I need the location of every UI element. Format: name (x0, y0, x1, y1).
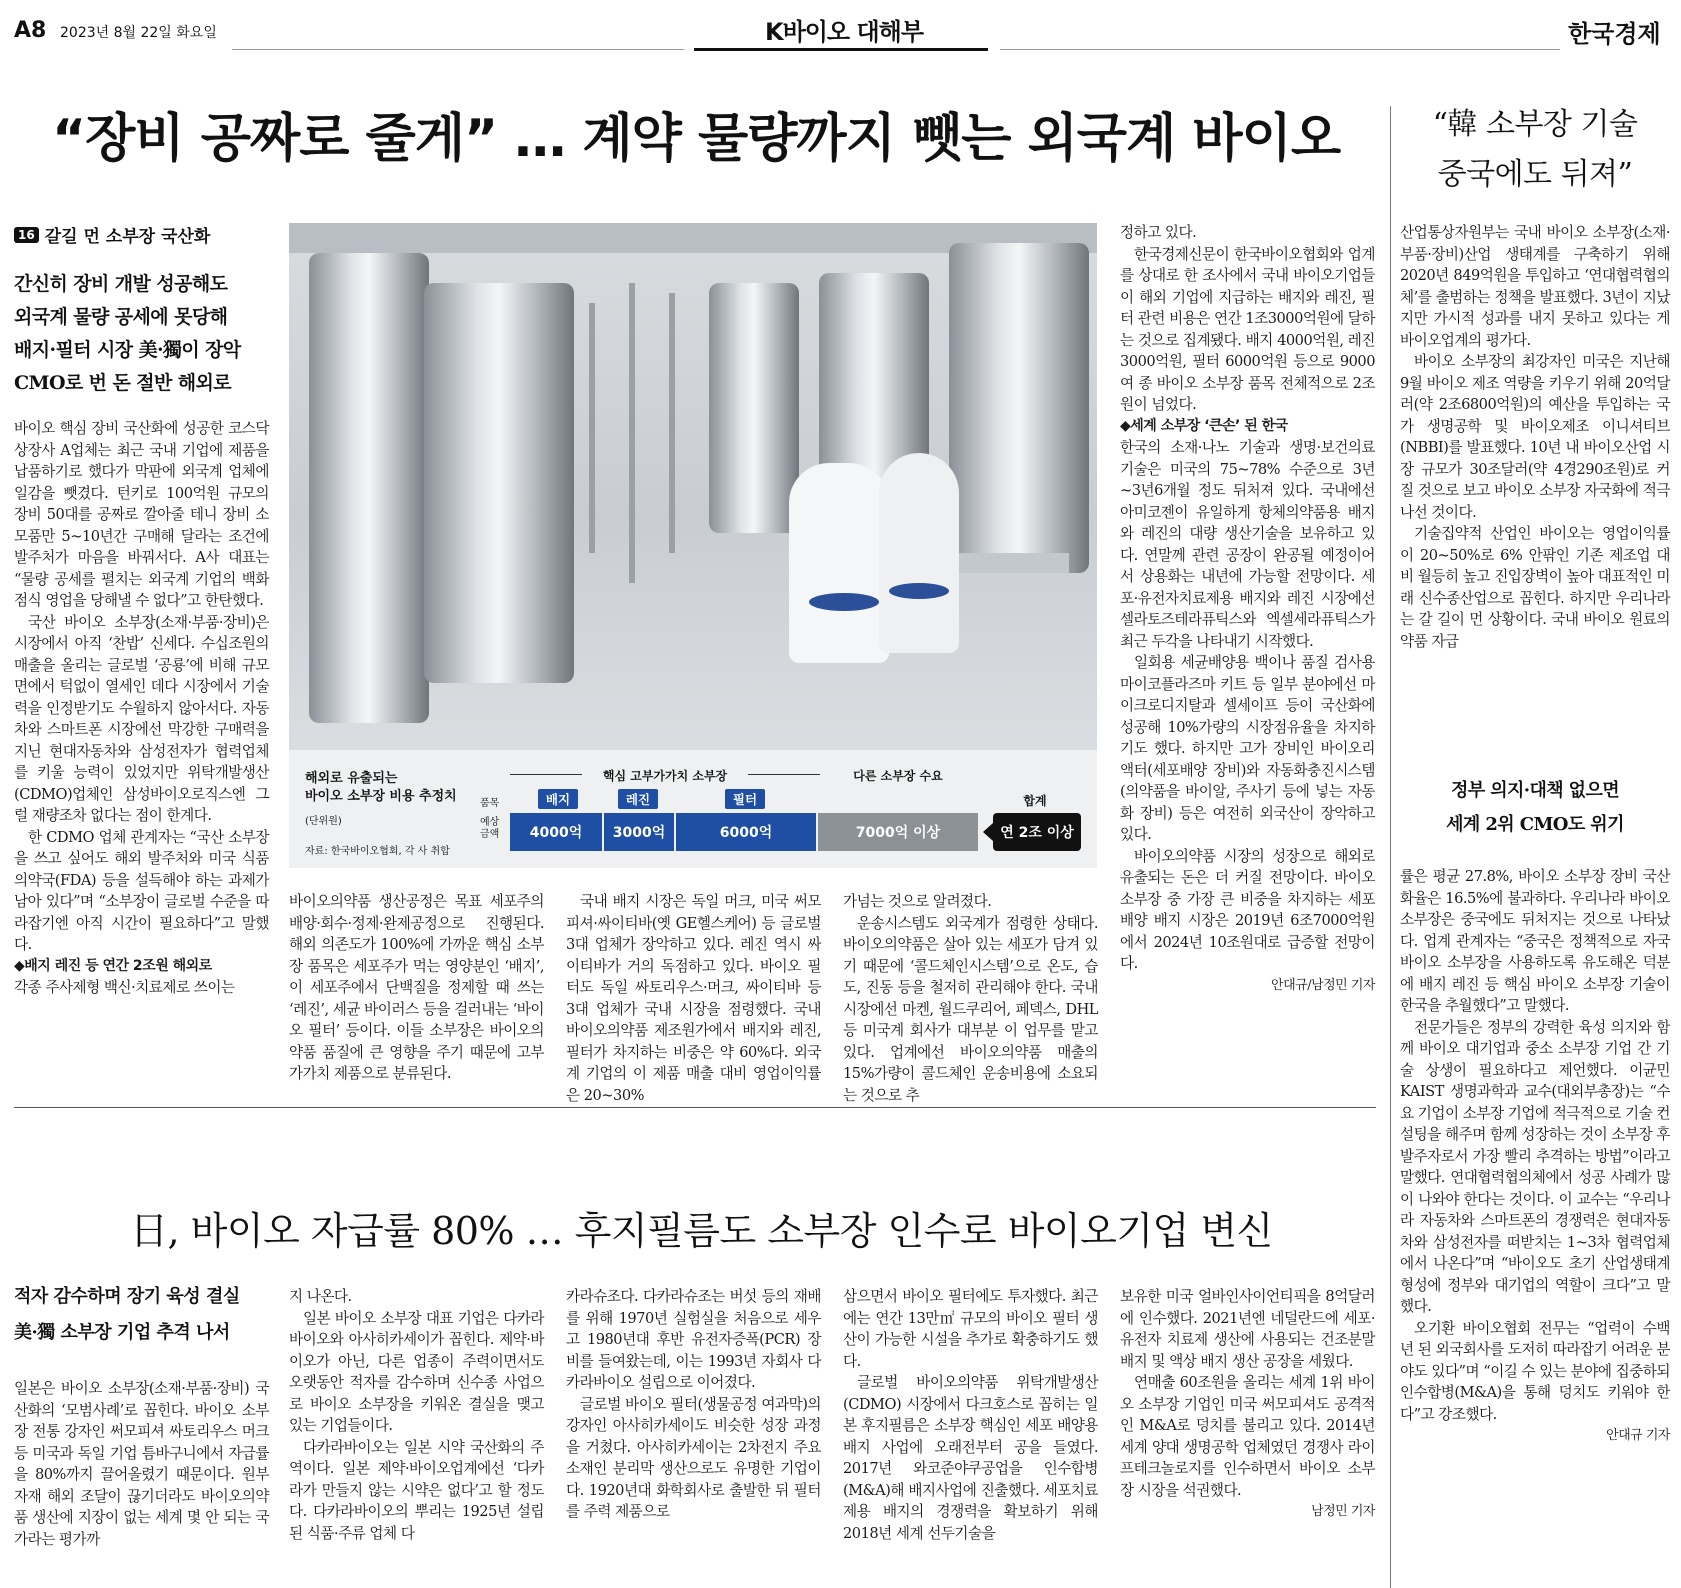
paragraph: 한국의 소재·나노 기술과 생명·보건의료 기술은 미국의 75~78% 수준으로 3년~3년6개월 정도 뒤처져 있다. 국내에선 아미코젠이 유일하게 항체의약품용 배지와 레진의 대량 생산기술을 보유하고 있다. 연말께 관련 공장이 완공될 예정이어서 상용화는 내년에 가능할 전망이다. 세포·유전자치료제용 배지와 레진 시장에선 셀라토즈테라퓨틱스와 엑셀세라퓨틱스가 최근 두각을 나타내기 시작했다. (1120, 439, 1375, 650)
paragraph: 지 나온다. (289, 1288, 352, 1305)
value-medium: 4000억 (510, 813, 602, 851)
series-title: 갈길 먼 소부장 국산화 (44, 227, 211, 247)
subhead: ◆세계 소부장 ‘큰손’ 된 한국 (1120, 417, 1288, 434)
paragraph: 국산 바이오 소부장(소재·부품·장비)은 시장에서 아직 ‘찬밥’ 신세다. 수십조원의 매출을 올리는 글로벌 ‘공룡’에 비해 규모 면에서 턱없이 열세인 데다 시장에서 기술력을 인정받기도 수월하지 않아서다. 자동차와 스마트폰 시장에선 막강한 구매력을 지닌 현대자동차와 삼성전자가 협력업체를 키울 능력이 있었지만 위탁개발생산(CDMO)업체인 삼성바이오로직스엔 그럴 재량조차 없다는 점이 한계다. (14, 613, 269, 824)
paragraph: 가넘는 것으로 알려졌다. (843, 893, 992, 910)
row-label-line: 금액 (480, 829, 500, 840)
bottom-column-3 (566, 1286, 821, 1588)
paragraph: 산업통상자원부는 국내 바이오 소부장(소재·부품·장비)산업 생태계를 구축하기 위해 2020년 849억원을 투입하고 ‘연대협력협의체’를 출범하는 정책을 발표했다. 3년이 지났지만 가시적 성과를 내지 못하고 있다는 게 바이오업계의 평가다. (1400, 224, 1670, 349)
value-total: 연 2조 이상 (993, 813, 1081, 851)
side-headline-line: 중국에도 뒤져” (1437, 157, 1633, 192)
value-filter: 6000억 (676, 813, 816, 851)
paragraph: 각종 주사제형 백신·치료제로 쓰이는 (14, 979, 235, 996)
paragraph: 운송시스템도 외국계가 점령한 상태다. 바이오의약품은 살아 있는 세포가 담겨 있기 때문에 ‘콜드체인시스템’으로 온도, 습도, 진동 등을 철저히 관리해야 한다. 국내 시장에선 마켄, 월드쿠리어, 페덱스, DHL 등 미국계 회사가 대부분 이 업무를 맡고 있다. 업계에선 바이오의약품 매출의 15%가량이 콜드체인 운송비용에 소요되는 것으로 추 (843, 914, 1098, 1104)
paragraph: 국내 배지 시장은 독일 머크, 미국 써모피셔·싸이티바(옛 GE헬스케어) 등 글로벌 3대 업체가 장악하고 있다. 레진 역시 싸이티바가 거의 독점하고 있다. 바이오 필터도 독일 싸토리우스·머크, 싸이티바 등 3대 업체가 국내 시장을 점령했다. 국내 바이오의약품 제조원가에서 배지와 레진, 필터가 차지하는 비중은 약 60%다. 외국계 기업의 이 제품 매출 대비 영업이익률은 20~30% (566, 893, 821, 1104)
infographic-title-line: 바이오 소부장 비용 추정치 (305, 789, 457, 804)
row-label-item: 품목 (480, 798, 500, 809)
article-column-3 (566, 891, 821, 1104)
paragraph: 오기환 바이오협회 전무는 “업력이 수백 년 된 외국회사를 도저히 따라잡기 어려운 분야도 있다”며 “이길 수 있는 분야에 집중하되 인수합병(M&A)을 통해 덩치도 키워야 한다”고 강조했다. (1400, 1319, 1670, 1423)
byline: 안대규/남정민 기자 (1271, 977, 1375, 993)
paragraph: 기술집약적 산업인 바이오는 영업이익률이 20~50%로 6% 안팎인 기존 제조업 대비 월등히 높고 진입장벽이 높아 대표적인 미래 신수종산업으로 꼽힌다. 하지만 우리나라는 갈 길이 먼 상황이다. 국내 바이오 원료의약품 자급 (1400, 525, 1670, 650)
byline: 남정민 기자 (1311, 1504, 1375, 1519)
article-column-5 (1120, 222, 1375, 1070)
paragraph: 바이오 소부장의 최강자인 미국은 지난해 9월 바이오 제조 역량을 키우기 위해 20억달러(약 2조6800억원)의 예산을 투입하는 국가 생명공학 및 바이오제조 이니셔티브(NBBI)를 발표했다. 10년 내 바이오산업 시장 규모가 30조달러(약 4경290조원)로 커질 것으로 보고 바이오 소부장 자국화에 적극 나선 것이다. (1400, 353, 1670, 521)
paragraph: 정하고 있다. (1120, 224, 1197, 241)
paragraph: 보유한 미국 얼바인사이언티픽을 8억달러에 인수했다. 2021년엔 네덜란드에 세포·유전자 치료제 생산에 사용되는 건조분말 배지 및 액상 배지 생산 공장을 세웠다. (1120, 1288, 1375, 1370)
side-column-bottom (1400, 866, 1670, 1588)
bottom-column-1 (14, 1378, 269, 1588)
bottom-deck-line: 美·獨 소부장 기업 추격 나서 (14, 1322, 230, 1343)
bottom-deck (14, 1279, 240, 1351)
page-number: A8 (14, 18, 47, 43)
row-label-line: 예상 (480, 817, 500, 828)
bottom-deck-line: 적자 감수하며 장기 육성 결실 (14, 1286, 240, 1307)
section-title: K바이오 대해부 (764, 18, 924, 46)
paragraph: 삼으면서 바이오 필터에도 투자했다. 최근에는 연간 13만㎡ 규모의 바이오 필터 생산이 가능한 시설을 추가로 확충하기도 했다. (843, 1288, 1098, 1370)
article-column-2 (289, 891, 544, 1082)
item-tag-resin: 레진 (618, 789, 658, 809)
value-other: 7000억 이상 (818, 813, 978, 851)
deck (14, 268, 241, 400)
side-subhead-line: 정부 의지·대책 없으면 (1450, 780, 1620, 801)
byline: 안대규 기자 (1606, 1428, 1670, 1443)
series-label (14, 222, 210, 247)
paragraph: 글로벌 바이오 필터(생물공정 여과막)의 강자인 아사히카세이도 비슷한 성장 과정을 거쳤다. 아사히카세이는 2차전지 주요 소재인 분리막 생산으로도 유명한 기업이다. 1920년대 화학회사로 출발한 뒤 필터를 주력 제품으로 (566, 1395, 821, 1520)
total-label: 합계 (1023, 794, 1047, 808)
value-resin: 3000억 (604, 813, 674, 851)
paragraph: 바이오 핵심 장비 국산화에 성공한 코스닥 상장사 A업체는 최근 국내 기업에 제품을 납품하기로 했다가 막판에 외국계 업체에 일감을 뺏겼다. 턴키로 100억원 규모의 장비 50대를 공짜로 깔아줄 테니 장비 소모품만 5~10년간 구매해 달라는 조건에 발주처가 마음을 바꿔서다. A사 대표는 “물량 공세를 펼치는 외국계 기업의 백화점식 영업을 당해낼 수 없다”고 한탄했다. (14, 420, 269, 609)
bottom-column-5 (1120, 1286, 1375, 1588)
side-subhead (1400, 774, 1670, 842)
side-headline (1400, 100, 1670, 200)
paragraph: 바이오의약품 생산공정은 목표 세포주의 배양·회수·정제·완제공정으로 진행된다. 해외 의존도가 100%에 가까운 핵심 소부장 품목은 세포주가 먹는 영양분인 ‘배지’, 이 세포주에서 단백질을 정제할 때 쓰는 ‘레진’, 세균 바이러스 등을 걸러내는 ‘바이오 필터’ 등이다. 이들 소부장은 바이오의약품 품질에 큰 영향을 주기 때문에 고부가가치 제품으로 분류된다. (289, 893, 544, 1082)
paragraph: 글로벌 바이오의약품 위탁개발생산(CDMO) 시장에서 다크호스로 꼽히는 일본 후지필름은 소부장 핵심인 세포 배양용 배지 사업에 오래전부터 공을 들였다. 2017년 와코준야쿠공업을 인수합병(M&A)해 배지사업에 진출했다. 세포치료제용 배지의 경쟁력을 확보하기 위해 2018년 세계 선두기술을 (843, 1374, 1098, 1542)
infographic-unit: (단위원) (305, 816, 342, 827)
paragraph: 일본은 바이오 소부장(소재·부품·장비) 국산화의 ‘모범사례’로 꼽힌다. 바이오 소부장 전통 강자인 써모피셔 싸토리우스 머크 등 미국과 독일 기업 틈바구니에서 자급률을 80%까지 끌어올렸기 때문이다. 원부자재 해외 조달이 끊기더라도 바이오의약품 생산에 지장이 없는 세계 몇 안 되는 국가라는 평가까 (14, 1380, 269, 1548)
deck-line: 외국계 물량 공세에 못당해 (14, 306, 228, 328)
paragraph: 바이오의약품 시장의 성장으로 해외로 유출되는 돈은 더 커질 전망이다. 바이오 소부장 중 가장 큰 비중을 차지하는 세포 배양 배지 시장은 2019년 6조7000억원에서 2024년 10조원대로 급증할 전망이다. (1120, 847, 1375, 972)
newspaper-brand: 한국경제 (1568, 19, 1661, 48)
item-tag-filter: 필터 (725, 789, 765, 809)
paragraph: 연매출 60조원을 올리는 세계 1위 바이오 소부장 기업인 미국 써모피셔도 공격적인 M&A로 덩치를 불리고 있다. 2014년 세계 양대 생명공학 업체였던 경쟁사 라이프테크놀로지를 인수하면서 바이오 소부장 시장을 석권했다. (1120, 1374, 1375, 1499)
item-tag-medium: 배지 (538, 789, 578, 809)
infographic-title-line: 해외로 유출되는 (305, 771, 398, 786)
side-column-top (1400, 222, 1670, 736)
deck-line: 간신히 장비 개발 성공해도 (14, 273, 228, 295)
series-number-badge: 16 (14, 227, 39, 243)
side-subhead-line: 세계 2위 CMO도 위기 (1446, 814, 1624, 835)
paragraph: 률은 평균 27.8%, 바이오 소부장 장비 국산화율은 16.5%에 불과하다. 우리나라 바이오 소부장은 중국에도 뒤처지는 것으로 나타났다. 업계 관계자는 “중국은 정책적으로 자국 바이오 소부장을 사용하도록 유도해온 덕분에 배지 레진 등 핵심 바이오 소부장 기술이 한국을 추월했다”고 말했다. (1400, 868, 1670, 1014)
infographic-source: 자료: 한국바이오협회, 각 사 취합 (305, 846, 450, 857)
bottom-column-4 (843, 1286, 1098, 1588)
article-column-1 (14, 418, 269, 1068)
other-label: 다른 소부장 수요 (853, 769, 943, 783)
side-headline-line: “韓 소부장 기술 (1432, 107, 1638, 142)
deck-line: 배지·필터 시장 美·獨이 장악 (14, 339, 241, 361)
bottom-column-2 (289, 1286, 544, 1588)
article-column-4 (843, 891, 1098, 1104)
infographic-title (305, 770, 457, 806)
paragraph: 카라슈조다. 다카라슈조는 버섯 등의 재배를 위해 1970년 실험실을 처음으로 세우고 1980년대 후반 유전자증폭(PCR) 장비를 들여왔는데, 이는 1993년 자회사 다카라바이오 설립으로 이어졌다. (566, 1288, 821, 1391)
main-headline: “장비 공짜로 줄게” … 계약 물량까지 뺏는 외국계 바이오 (52, 109, 1341, 169)
row-label-amount (480, 817, 499, 841)
deck-line: CMO로 번 돈 절반 해외로 (14, 372, 231, 394)
bottom-headline: 日, 바이오 자급률 80% … 후지필름도 소부장 인수로 바이오기업 변신 (130, 1209, 1273, 1253)
paragraph: 일본 바이오 소부장 대표 기업은 다카라바이오와 아사히카세이가 꼽힌다. 제약·바이오가 아닌, 다른 업종이 주력이면서도 오랫동안 적자를 감수하며 신수종 사업으로 바이오 소부장을 키워온 결실을 맺고 있는 기업들이다. (289, 1309, 544, 1434)
core-label: 핵심 고부가가치 소부장 (602, 769, 728, 783)
paragraph: 일회용 세균배양용 백이나 품질 검사용 마이코플라즈마 키트 등 일부 분야에선 마이크로디지탈과 셀세이프 등이 국산화에 성공해 10%가량의 시장점유율을 차지하기도 했다. 하지만 고가 장비인 바이오리액터(세포배양 장비)와 자동화충진시스템(의약품을 바이알, 주사기 등에 넣는 자동화 장비) 등은 여전히 외국산이 장악하고 있다. (1120, 654, 1375, 843)
paragraph: 전문가들은 정부의 강력한 육성 의지와 함께 바이오 대기업과 중소 소부장 기업 간 기술 상생이 필요하다고 제언했다. 이균민 KAIST 생명과학과 교수(대외부총장)는 “수요 기업이 소부장 기업에 적극적으로 기술 컨설팅을 해주며 함께 성장하는 것이 소부장 후발주자로서 가장 빨리 추격하는 방법”이라고 말했다. 연대협력협의체에서 성공 사례가 많이 나와야 한다는 것이다. 이 교수는 “우리나라 자동차와 스마트폰의 경쟁력은 현대자동차와 삼성전자를 떠받치는 1~3차 협력업체에서 나온다”며 “바이오도 초기 산업생태계 형성에 정부와 대기업의 역할이 크다”고 말했다. (1400, 1018, 1670, 1315)
paragraph: 한국경제신문이 한국바이오협회와 업계를 상대로 한 조사에서 국내 바이오기업들이 해외 기업에 지급하는 배지와 레진, 필터 관련 비용은 연간 1조3000억원에 달하는 것으로 집계됐다. 배지 4000억원, 레진 3000억원, 필터 6000억원 등으로 9000여 종 바이오 소부장 품목 전체적으로 2조원이 넘었다. (1120, 245, 1375, 413)
paragraph: 한 CDMO 업체 관계자는 “국산 소부장을 쓰고 싶어도 해외 발주처와 미국 식품의약국(FDA) 등을 설득해야 하는 과제가 남아 있다”며 “소부장이 글로벌 수준을 따라잡기엔 아직 시간이 필요하다”고 말했다. (14, 828, 269, 953)
subhead: ◆배지 레진 등 연간 2조원 해외로 (14, 957, 212, 974)
issue-date: 2023년 8월 22일 화요일 (60, 25, 217, 41)
paragraph: 다카라바이오는 일본 시약 국산화의 주역이다. 일본 제약·바이오업계에선 ‘다카라가 만들지 않는 시약은 없다’고 할 정도다. 다카라바이오의 뿌리는 1925년 설립된 식품·주류 업체 다 (289, 1438, 544, 1542)
